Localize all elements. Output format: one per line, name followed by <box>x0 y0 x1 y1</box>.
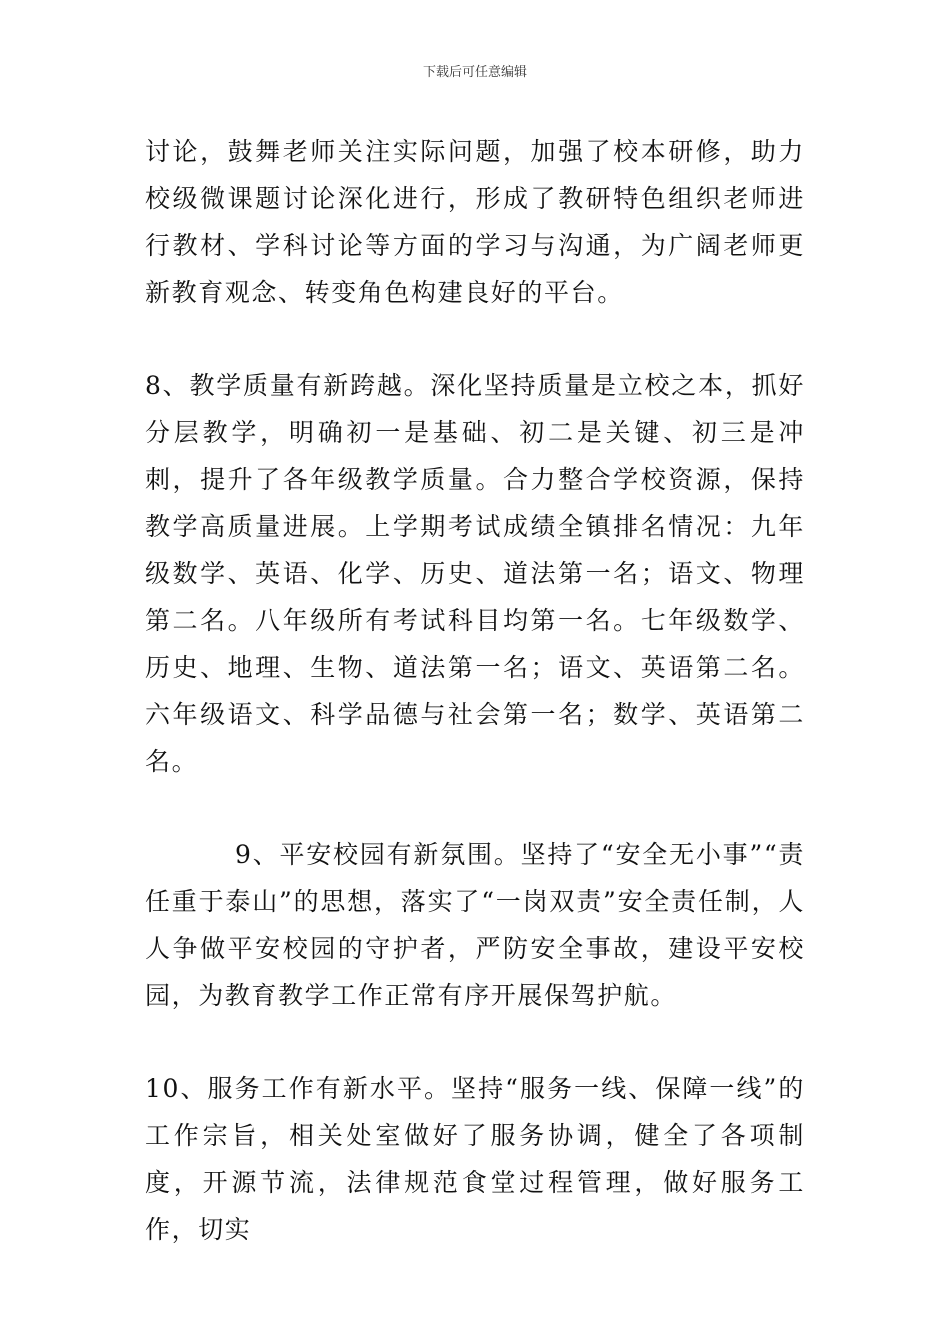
paragraph-item-10: 10、服务工作有新水平。坚持“服务一线、保障一线”的工作宗旨，相关处室做好了服务协调，健全了各项制度，开源节流，法律规范食堂过程管理，做好服务工作，切实 <box>145 1074 805 1244</box>
page-header: 下载后可任意编辑 <box>422 65 527 80</box>
paragraph-item-9: 9、平安校园有新氛围。坚持了“安全无小事”“责任重于泰山”的思想，落实了“一岗双责”安全责任制，人人争做平安校园的守护者，严防安全事故，建设平安校园，为教育教学工作正常有序开展保驾护航。 <box>145 840 805 1010</box>
document-body <box>145 128 805 1253</box>
paragraph-continuation: 讨论，鼓舞老师关注实际问题，加强了校本研修，助力校级微课题讨论深化进行，形成了教研特色组织老师进行教材、学科讨论等方面的学习与沟通，为广阔老师更新教育观念、转变角色构建良好的平台。 <box>145 137 805 307</box>
paragraph-item-8: 8、教学质量有新跨越。深化坚持质量是立校之本，抓好分层教学，明确初一是基础、初二是关键、初三是冲刺，提升了各年级教学质量。合力整合学校资源，保持教学高质量进展。上学期考试成绩全镇排名情况：九年级数学、英语、化学、历史、道法第一名；语文、物理第二名。八年级所有考试科目均第一名。七年级数学、历史、地理、生物、道法第一名；语文、英语第二名。六年级语文、科学品德与社会第一名；数学、英语第二名。 <box>145 371 805 776</box>
